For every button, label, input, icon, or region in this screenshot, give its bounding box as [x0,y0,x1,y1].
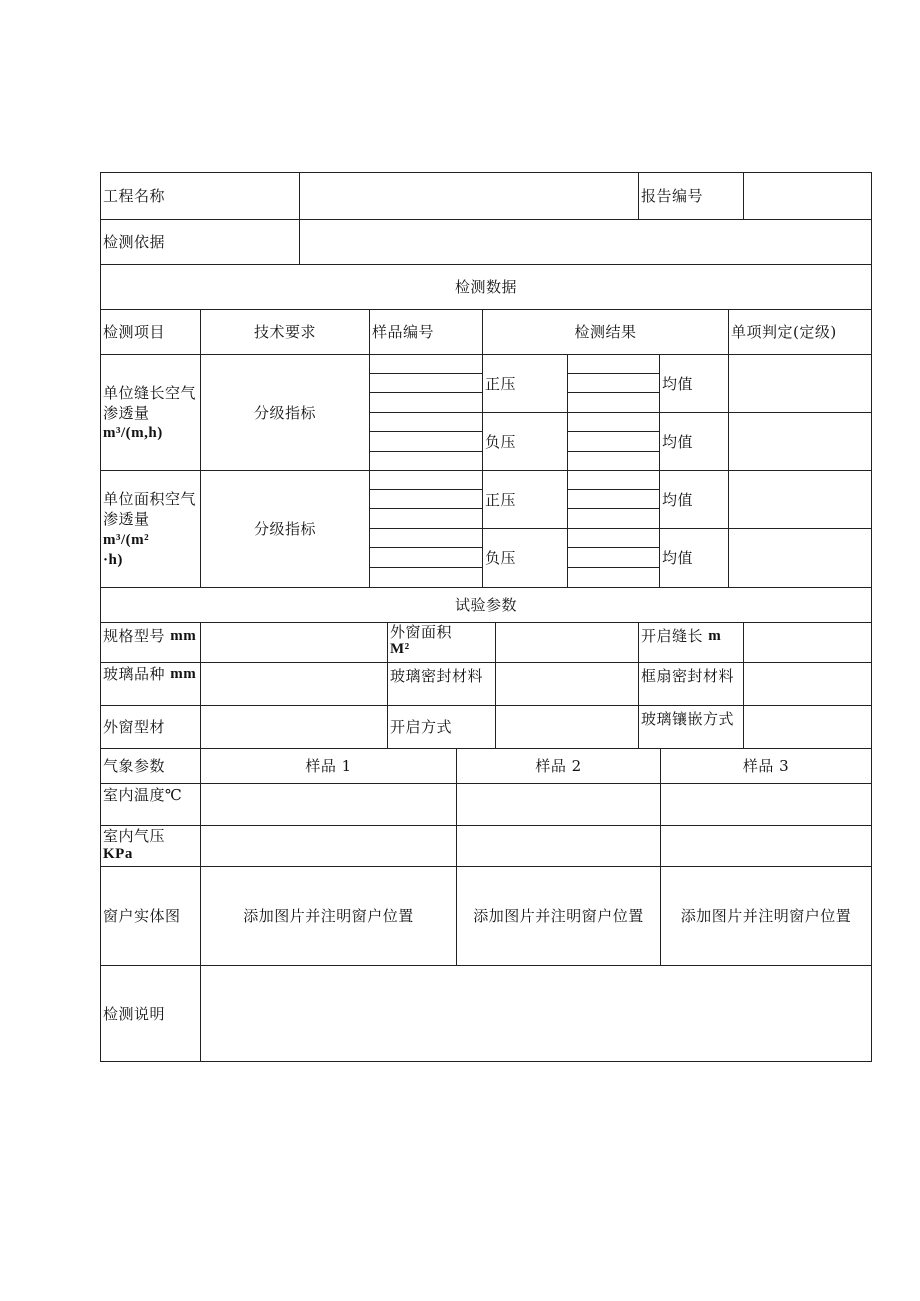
glazing-label: 玻璃镶嵌方式 [638,705,743,748]
judgement-negative-cell-2[interactable] [728,528,872,587]
photo-placeholder-3[interactable]: 添加图片并注明窗户位置 [660,866,872,965]
indoor-pressure-sample-3[interactable] [660,825,872,866]
col-item-header: 检测项目 [100,309,200,354]
profile-label: 外窗型材 [100,705,200,748]
requirement-grade-index: 分级指标 [200,354,369,470]
params-title: 试验参数 [100,587,872,622]
indoor-temp-label: 室内温度℃ [100,783,200,825]
result-value-cells[interactable] [567,354,659,470]
weather-label: 气象参数 [100,748,200,783]
average-positive-label: 均值 [659,354,728,412]
item-seam-permeability: 单位缝长空气 渗透量 m³/(m,h) [100,354,200,470]
report-no-field[interactable] [743,172,872,219]
positive-pressure-label: 正压 [482,354,567,412]
profile-field[interactable] [200,705,387,748]
indoor-pressure-sample-1[interactable] [200,825,456,866]
negative-pressure-label: 负压 [482,412,567,470]
open-seam-field[interactable] [743,622,872,662]
col-requirement-header: 技术要求 [200,309,369,354]
judgement-positive-cell-2[interactable] [728,470,872,528]
frame-seal-field[interactable] [743,662,872,705]
indoor-temp-sample-3[interactable] [660,783,872,825]
glass-type-label: 玻璃品种 mm [100,662,200,705]
sample-1-header: 样品 1 [200,748,456,783]
col-judgement-header: 单项判定(定级) [728,309,872,354]
indoor-pressure-label: 室内气压 KPa [100,825,200,866]
open-seam-label: 开启缝长 m [638,622,743,662]
sample-no-cells[interactable] [369,354,482,470]
positive-pressure-label-2: 正压 [482,470,567,528]
window-area-field[interactable] [495,622,638,662]
window-area-label: 外窗面积 M² [387,622,495,662]
basis-field[interactable] [299,219,872,264]
requirement-grade-index-2: 分级指标 [200,470,369,587]
notes-label: 检测说明 [100,965,200,1062]
average-positive-label-2: 均值 [659,470,728,528]
negative-pressure-label-2: 负压 [482,528,567,587]
open-mode-field[interactable] [495,705,638,748]
indoor-pressure-sample-2[interactable] [456,825,660,866]
glass-seal-label: 玻璃密封材料 [387,662,495,705]
judgement-negative-cell[interactable] [728,412,872,470]
open-mode-label: 开启方式 [387,705,495,748]
glazing-field[interactable] [743,705,872,748]
result-value-cells-2[interactable] [567,470,659,587]
frame-seal-label: 框扇密封材料 [638,662,743,705]
indoor-temp-sample-1[interactable] [200,783,456,825]
photo-placeholder-2[interactable]: 添加图片并注明窗户位置 [456,866,660,965]
judgement-positive-cell[interactable] [728,354,872,412]
col-sample-no-header: 样品编号 [369,309,482,354]
basis-label: 检测依据 [100,219,299,264]
average-negative-label: 均值 [659,412,728,470]
project-name-field[interactable] [299,172,638,219]
glass-type-field[interactable] [200,662,387,705]
glass-seal-field[interactable] [495,662,638,705]
spec-field[interactable] [200,622,387,662]
item-area-permeability: 单位面积空气 渗透量 m³/(m² ·h) [100,470,200,587]
sample-2-header: 样品 2 [456,748,660,783]
photo-placeholder-1[interactable]: 添加图片并注明窗户位置 [200,866,456,965]
report-no-label: 报告编号 [638,172,743,219]
project-name-label: 工程名称 [100,172,299,219]
spec-label: 规格型号 mm [100,622,200,662]
window-photo-label: 窗户实体图 [100,866,200,965]
test-data-title: 检测数据 [100,264,872,309]
col-result-header: 检测结果 [482,309,728,354]
average-negative-label-2: 均值 [659,528,728,587]
sample-no-cells-2[interactable] [369,470,482,587]
notes-field[interactable] [200,965,872,1062]
sample-3-header: 样品 3 [660,748,872,783]
indoor-temp-sample-2[interactable] [456,783,660,825]
